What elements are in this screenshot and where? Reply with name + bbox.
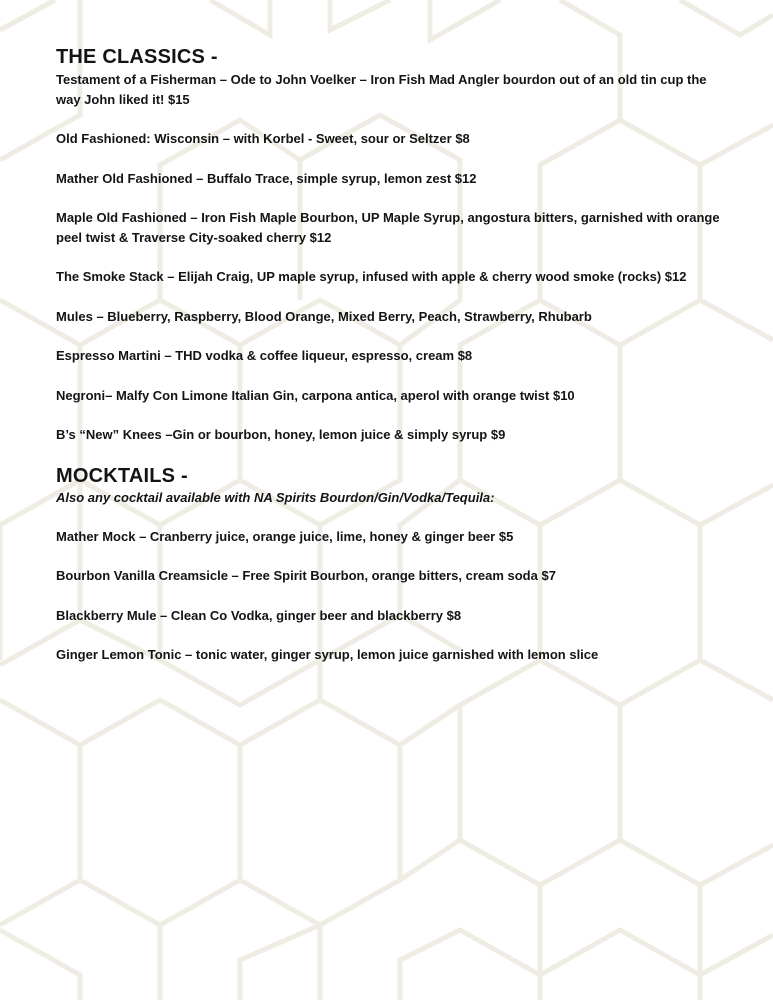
mocktails-title: MOCKTAILS - [56, 464, 188, 487]
menu-item: Mather Old Fashioned – Buffalo Trace, simple syrup, lemon zest $12 [56, 170, 477, 186]
classics-list [56, 70, 726, 445]
mocktails-list [56, 527, 726, 665]
menu-item: The Smoke Stack – Elijah Craig, UP maple syrup, infused with apple & cherry wood smoke (rocks) $12 [56, 269, 687, 284]
menu-content [56, 44, 726, 665]
classics-section [56, 44, 726, 445]
classics-title: THE CLASSICS - [56, 46, 218, 68]
menu-item: Bourbon Vanilla Creamsicle – Free Spirit Bourbon, orange bitters, cream soda $7 [56, 568, 556, 583]
menu-item: B’s “New” Knees –Gin or bourbon, honey, lemon juice & simply syrup $9 [56, 427, 506, 442]
menu-item: Testament of a Fisherman – Ode to John Voelker – Iron Fish Mad Angler bourdon out of an old tin cup the way John liked it! $15 [56, 72, 707, 107]
menu-item: Blackberry Mule – Clean Co Vodka, ginger beer and blackberry $8 [56, 607, 462, 623]
menu-item: Espresso Martini – THD vodka & coffee liqueur, espresso, cream $8 [56, 348, 473, 363]
mocktails-section [56, 463, 726, 665]
menu-item: Mather Mock – Cranberry juice, orange juice, lime, honey & ginger beer $5 [56, 528, 514, 544]
mocktails-subtitle: Also any cocktail available with NA Spirits Bourdon/Gin/Vodka/Tequila: [56, 489, 495, 505]
menu-item: Maple Old Fashioned – Iron Fish Maple Bourbon, UP Maple Syrup, angostura bitters, garnished with orange peel twist & Traverse City-soaked cherry $12 [56, 210, 720, 245]
menu-item: Negroni– Malfy Con Limone Italian Gin, carpona antica, aperol with orange twist $10 [56, 387, 575, 403]
menu-item: Ginger Lemon Tonic – tonic water, ginger syrup, lemon juice garnished with lemon slice [56, 647, 599, 662]
menu-item: Old Fashioned: Wisconsin – with Korbel - Sweet, sour or Seltzer $8 [56, 131, 470, 146]
menu-item: Mules – Blueberry, Raspberry, Blood Orange, Mixed Berry, Peach, Strawberry, Rhubarb [56, 308, 592, 324]
